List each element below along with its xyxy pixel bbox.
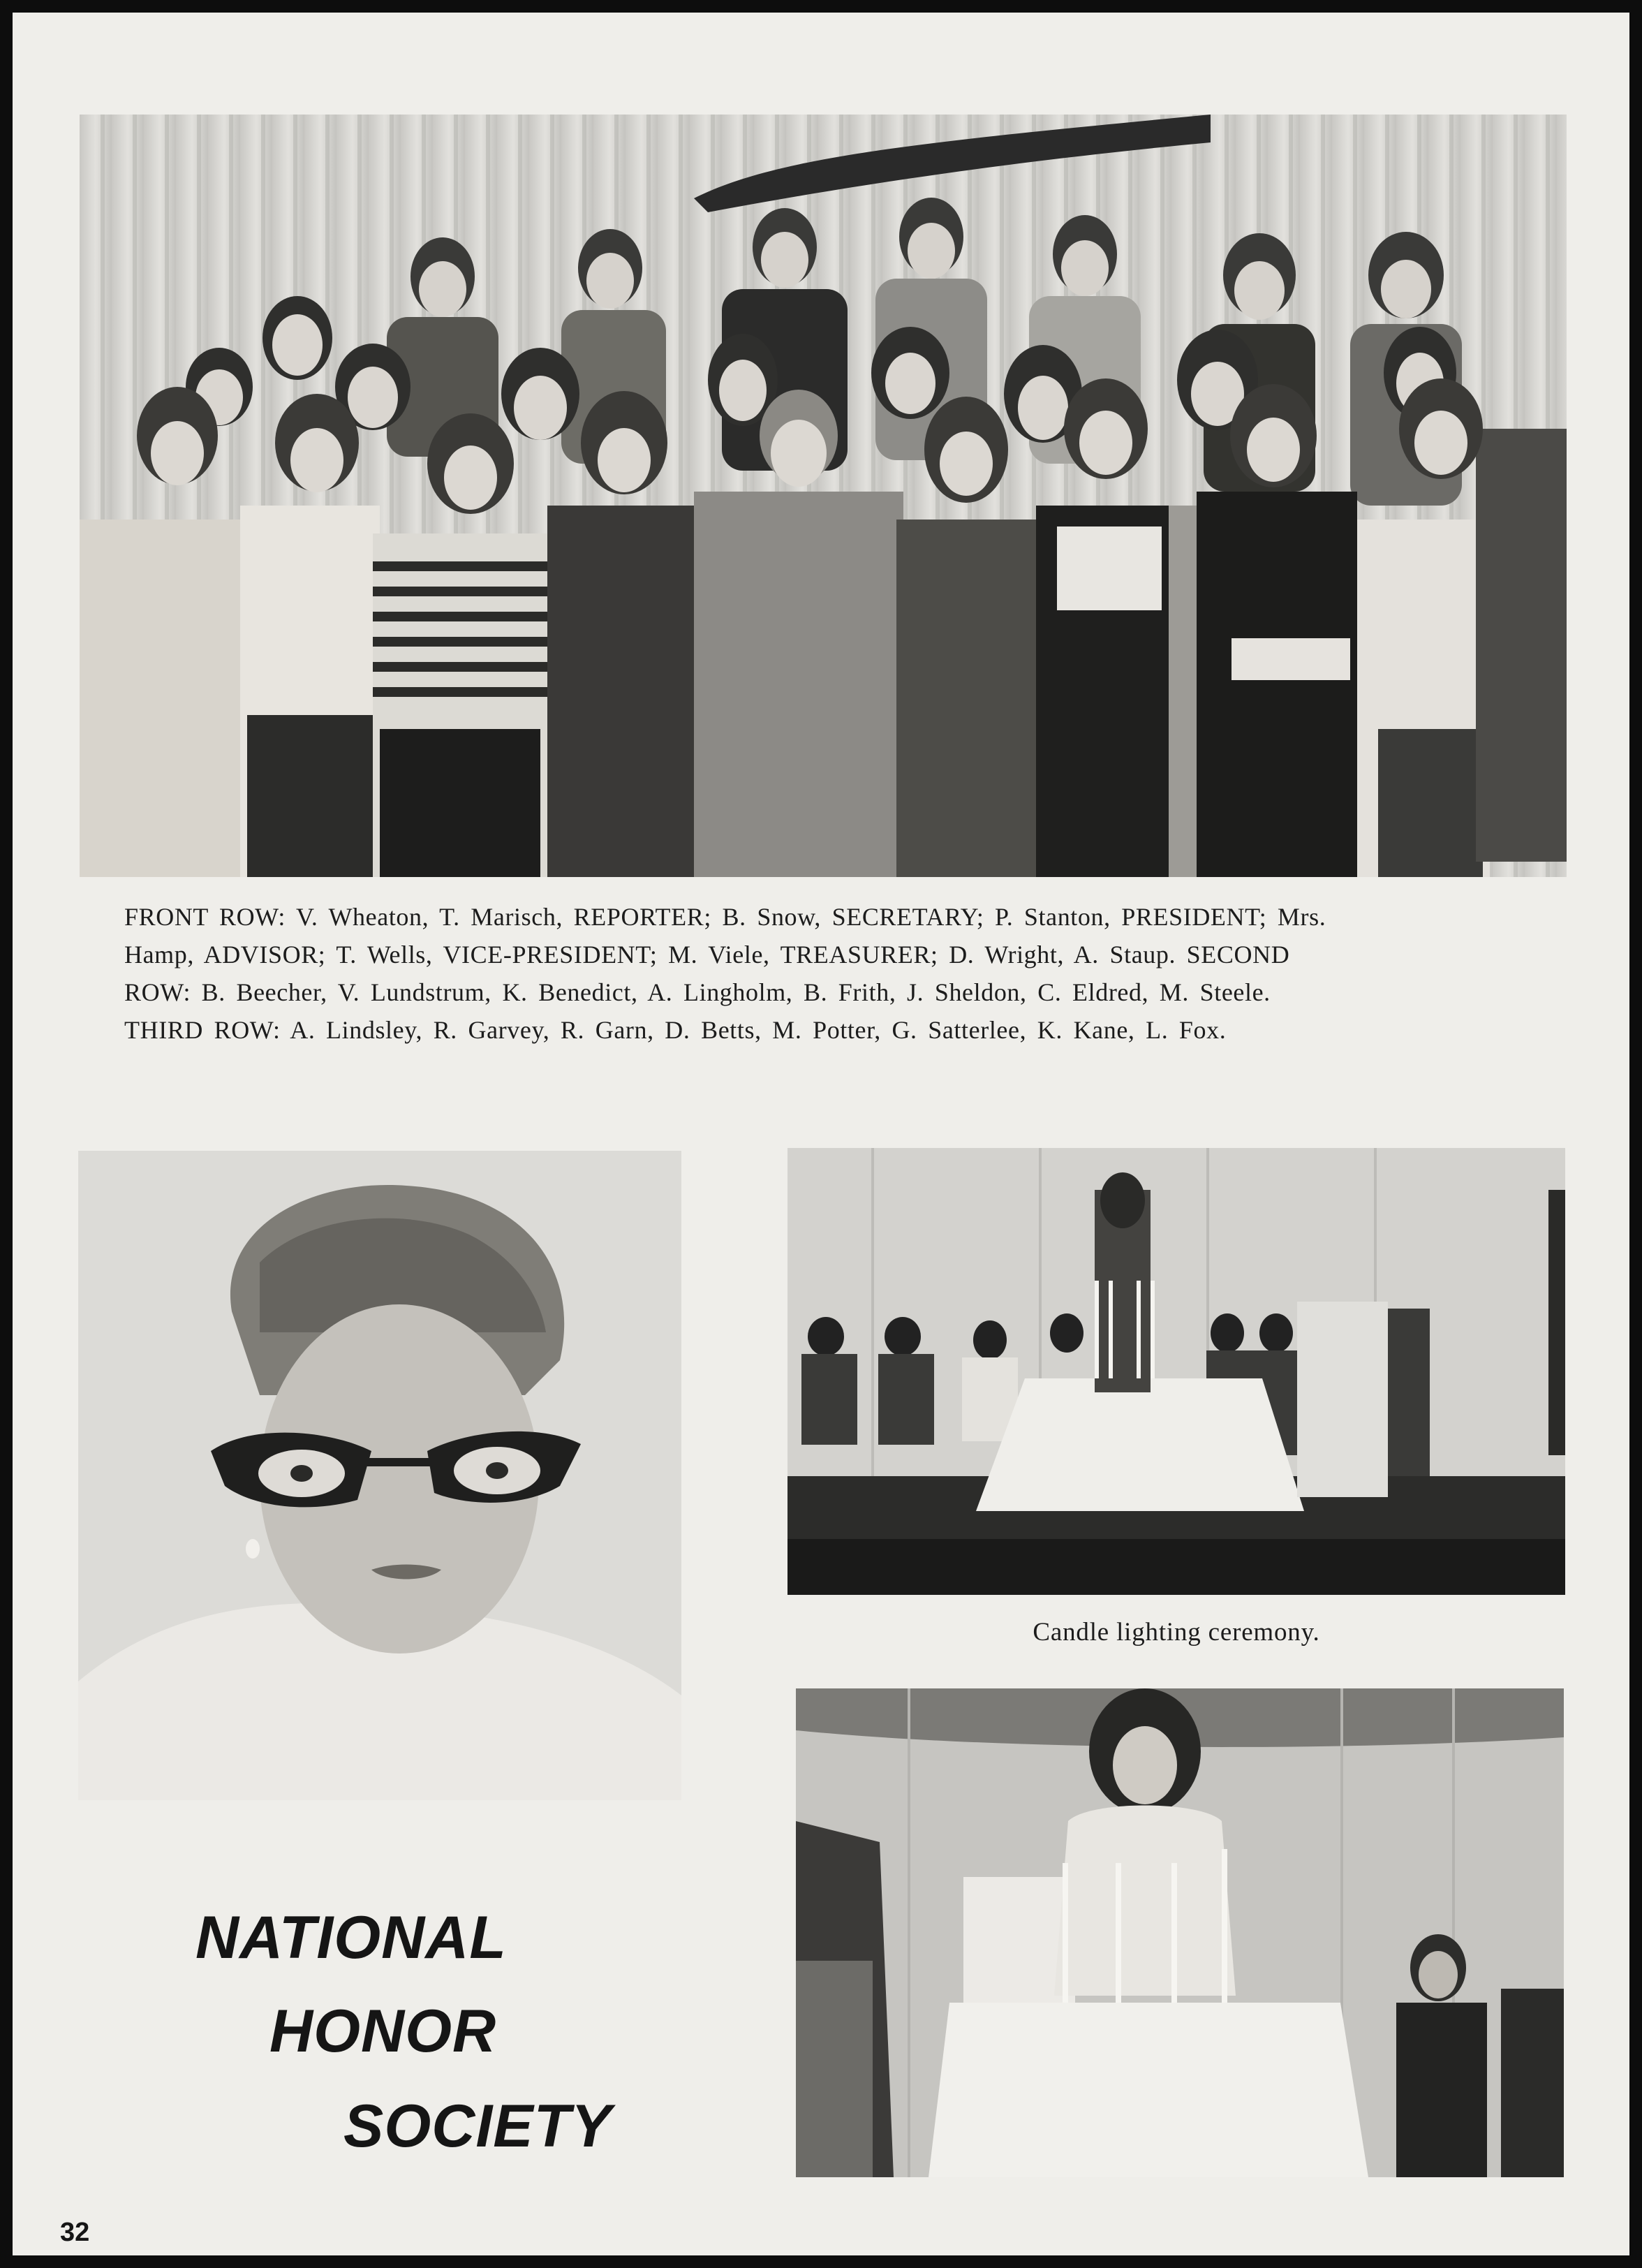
group-photo-caption: [124, 898, 1562, 1049]
section-title-national: NATIONAL: [195, 1904, 507, 1971]
candle-ceremony-photo-image: [787, 1148, 1565, 1595]
caption-line: THIRD ROW: A. Lindsley, R. Garvey, R. Garn, D. Betts, M. Potter, G. Satterlee, K. Kane, L. Fox.: [124, 1016, 1227, 1044]
section-title-society: SOCIETY: [343, 2093, 612, 2160]
candle-lighting-student-photo: [796, 1688, 1564, 2177]
yearbook-page: [13, 13, 1629, 2255]
advisor-portrait: [78, 1151, 681, 1800]
candle-lighting-student-photo-image: [796, 1688, 1564, 2177]
candle-ceremony-photo: [787, 1148, 1565, 1595]
section-title-honor: HONOR: [269, 1998, 497, 2065]
group-photo: [80, 115, 1567, 877]
advisor-portrait-image: [78, 1151, 681, 1800]
caption-line: ROW: B. Beecher, V. Lundstrum, K. Benedict, A. Lingholm, B. Frith, J. Sheldon, C. Eldred, M. Steele.: [124, 978, 1271, 1006]
caption-line: Hamp, ADVISOR; T. Wells, VICE-PRESIDENT; M. Viele, TREASURER; D. Wright, A. Staup. SECOND: [124, 941, 1290, 969]
caption-line: FRONT ROW: V. Wheaton, T. Marisch, REPORTER; B. Snow, SECRETARY; P. Stanton, PRESIDENT; Mrs.: [124, 903, 1326, 931]
group-photo-image: [80, 115, 1567, 877]
page-number: 32: [60, 2218, 90, 2247]
ceremony-caption: Candle lighting ceremony.: [1033, 1618, 1320, 1647]
